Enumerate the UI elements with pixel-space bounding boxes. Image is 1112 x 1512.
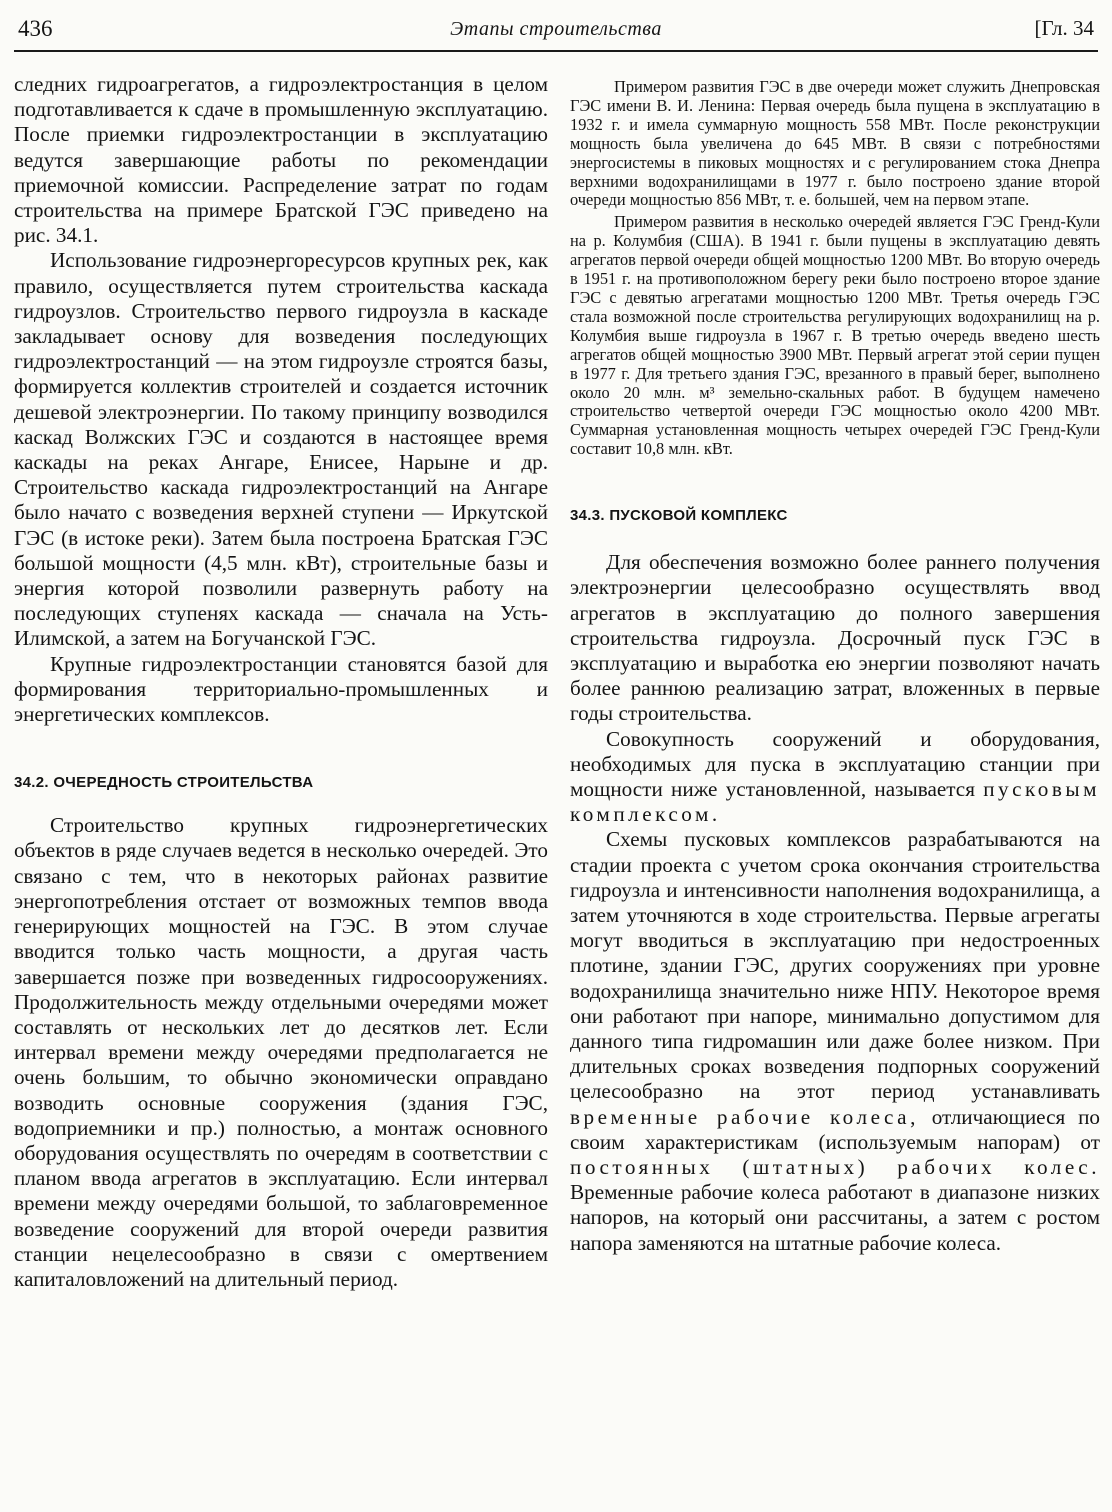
left-column (14, 72, 548, 1292)
note-grand-coulee: Примером развития в несколько очередей является ГЭС Гренд-Кули на р. Колумбия (США). В 1941 г. были пущены в эксплуатацию девять агрегатов первой очереди общей мощностью 1200 МВт. Во вторую очередь в 1951 г. на противоположном берегу реки было построено второе здание ГЭС с девятью агрегатами мощностью 1200 МВт. Третья очередь ГЭС стала возможной после строительства регулирующих водохранилищ на р. Колумбия выше гидроузла в 1967 г. В третью очередь введено шесть агрегатов общей мощностью 3900 МВт. Первый агрегат этой серии пущен в 1977 г. Для третьего здания ГЭС, врезанного в правый берег, выполнено около 20 млн. м³ земельно-скальных работ. В будущем намечено строительство четвертой очереди ГЭС мощностью около 4200 МВт. Суммарная установленная мощность четырех очередей ГЭС Гренд-Кули составит 10,8 млн. кВт. (570, 212, 1100, 459)
paragraph-definition (570, 727, 1100, 828)
term-temporary-runners: временные рабочие колеса, (570, 1104, 919, 1129)
right-column (570, 78, 1100, 1256)
schemes-text-3: Временные рабочие колеса работают в диапазоне низких напоров, на который они рассчитаны, а затем с ростом напора заменяются на штатные рабочие колеса. (570, 1180, 1100, 1255)
running-title: Этапы строительства (450, 18, 662, 40)
schemes-text-2: отличающиеся по своим характеристикам (используемым напорам) от (570, 1104, 1101, 1154)
section-heading-34-2: 34.2. ОЧЕРЕДНОСТЬ СТРОИТЕЛЬСТВА (14, 774, 314, 792)
paragraph-schemes (570, 827, 1100, 1255)
running-header (14, 16, 1098, 52)
chapter-reference: [Гл. 34 (1034, 16, 1094, 40)
term-permanent-runners: постоянных (штатных) рабочих колес. (570, 1155, 1100, 1179)
schemes-text-1: Схемы пусковых комплексов разрабатываются на стадии проекта с учетом срока окончания строительства гидроузла и интенсивности наполнения водохранилища, а затем уточняются в ходе строительства. Первые агрегаты могут вводиться в эксплуатацию при недостроенных плотине, здании ГЭС, других сооружениях при уровне водохранилища значительно ниже НПУ. Некоторое время они работают при напоре, минимально допустимом для данного типа гидромашин или даже более низком. При длительных сроках возведения подпорных сооружений целесообразно на этот период устанавливать (570, 827, 1100, 1104)
paragraph-continuation: следних гидроагрегатов, а гидроэлектростанция в целом подготавливается к сдаче в промышленную эксплуатацию. После приемки гидроэлектростанции в эксплуатацию ведутся завершающие работы по рекомендации приемочной комиссии. Распределение затрат по годам строительства на примере Братской ГЭС приведено на рис. 34.1. (14, 72, 548, 248)
paragraph-cascade: Использование гидроэнергоресурсов крупных рек, как правило, осуществляется путем строительства каскада гидроузлов. Строительство первого гидроузла в каскаде закладывает основу для возведения последующих гидроэлектростанций — на этом гидроузле строятся базы, формируется коллектив строителей и создается источник дешевой электроэнергии. По такому принципу возводился каскад Волжских ГЭС и создаются в настоящее время каскады на реках Ангаре, Енисее, Нарыне и др. Строительство каскада гидроэлектростанций на Ангаре было начато с возведения верхней ступени — Иркутской ГЭС (в истоке реки). Затем была построена Братская ГЭС большой мощности (4,5 млн. кВт), строительные базы и энергия которой позволили развернуть работу на последующих ступенях каскада — сначала на Усть-Илимской, а затем на Богучанской ГЭС. (14, 248, 548, 651)
definition-text: Совокупность сооружений и оборудования, необходимых для пуска в эксплуатацию станции при мощности ниже установленной, называется (570, 726, 1100, 801)
section-heading-34-3: 34.3. ПУСКОВОЙ КОМПЛЕКС (570, 507, 788, 525)
term-starting-complex: пусковым комплексом. (570, 776, 1101, 827)
paragraph-complexes: Крупные гидроэлектростанции становятся базой для формирования территориально-промышленных и энергетических комплексов. (14, 651, 548, 727)
paragraph-stages: Строительство крупных гидроэнергетических объектов в ряде случаев ведется в несколько очередей. Это связано с тем, что в некоторых районах развитие энергопотребления отстает от возможных темпов ввода генерирующих мощностей на ГЭС. В этом случае вводится только часть мощности, а другая часть завершается позже при возведенных гидросооружениях. Продолжительность между отдельными очередями может составлять от нескольких лет до десятков лет. Если интервал времени между очередями предполагается не очень большим, то обычно экономически оправдано возводить основные сооружения (здания ГЭС, водоприемники и пр.) полностью, а монтаж основного оборудования осуществлять по очередям в соответствии с планом ввода агрегатов в эксплуатацию. Если интервал времени между очередями большой, то заблаговременное возведение сооружений для второй очереди развития станции нецелесообразно в связи с омертвением капиталовложений на длительный период. (14, 813, 548, 1291)
paragraph-early-start: Для обеспечения возможно более раннего получения электроэнергии целесообразно осуществлять ввод агрегатов в эксплуатацию до полного завершения строительства гидроузла. Досрочный пуск ГЭС в эксплуатацию и выработка ею энергии позволяют начать более раннюю реализацию затрат, вложенных в первые годы строительства. (570, 550, 1100, 726)
page-number: 436 (18, 16, 53, 41)
note-dnieper: Примером развития ГЭС в две очереди может служить Днепровская ГЭС имени В. И. Ленина: Первая очередь была пущена в эксплуатацию в 1932 г. и имела суммарную мощность 558 МВт. После реконструкции мощность была увеличена до 645 МВт. В связи с потребностями энергосистемы в пиковых мощностях и с регулированием стока Днепра верхними водохранилищами в 1977 г. было построено здание второй очереди мощностью 856 МВт, т. е. большей, чем на первом этапе. (570, 77, 1100, 210)
